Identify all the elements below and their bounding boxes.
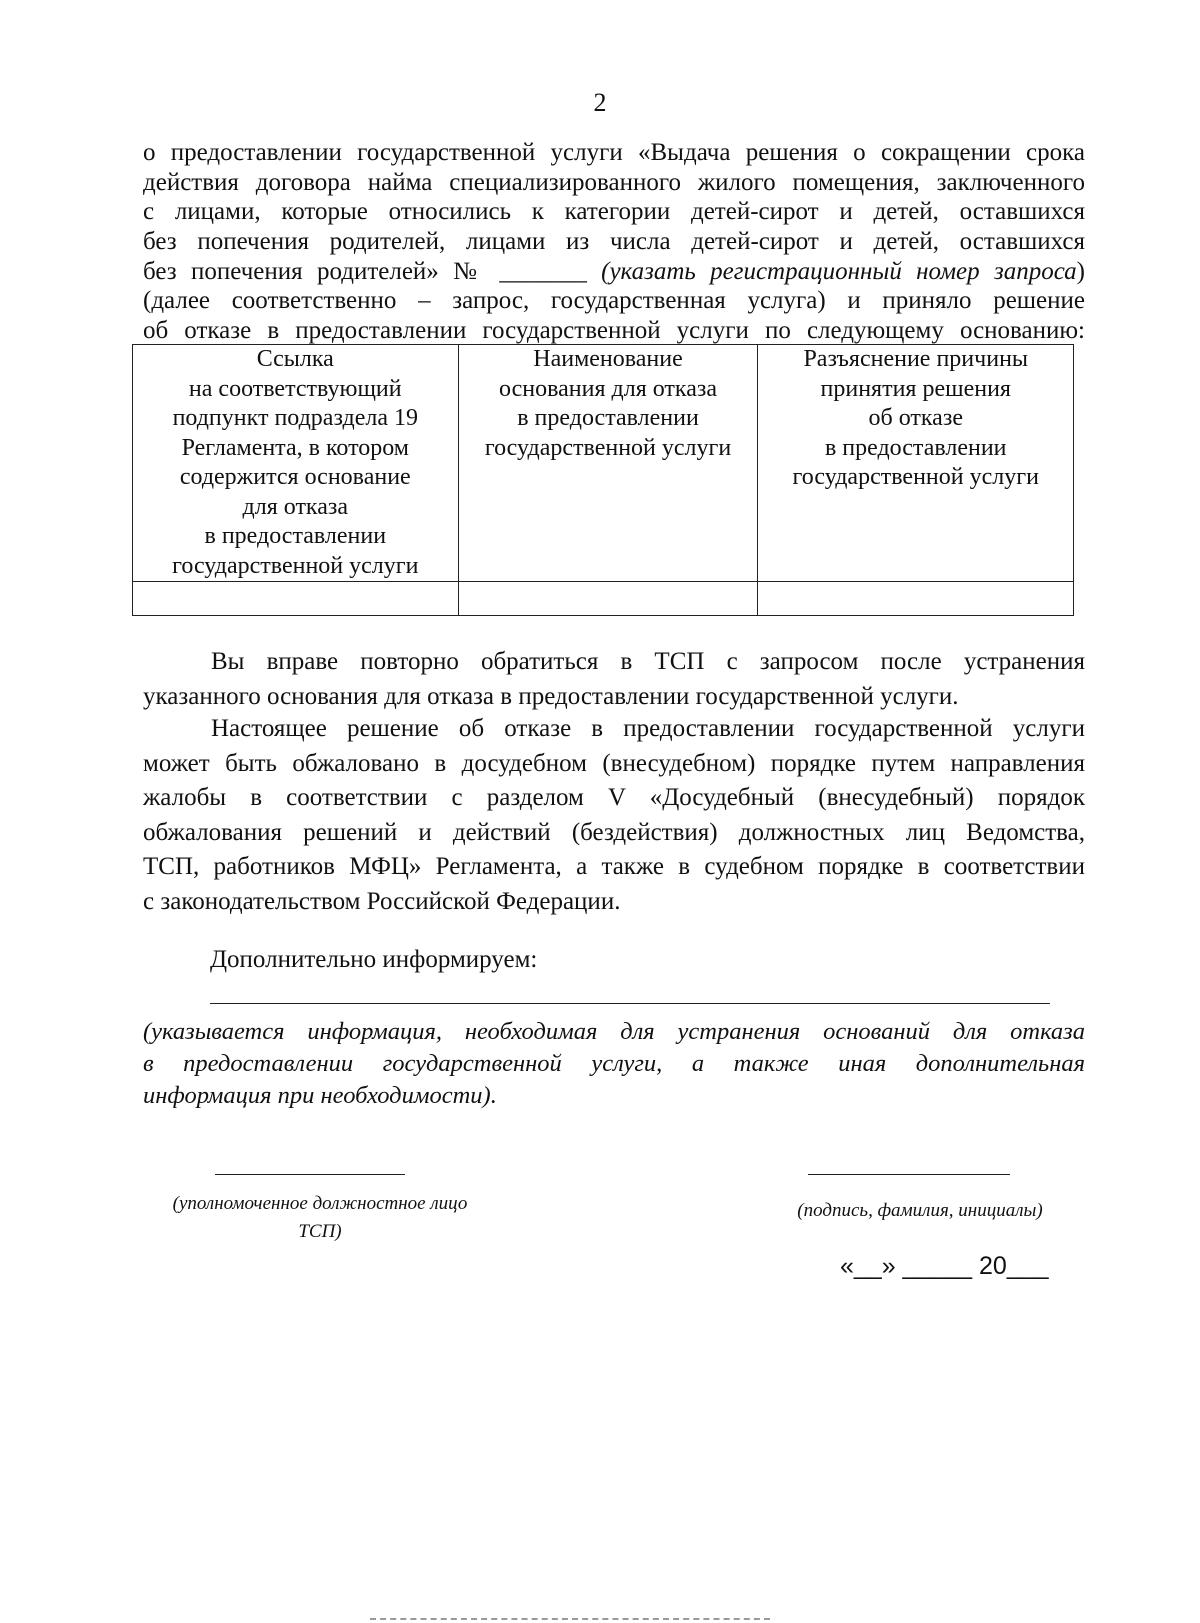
paragraph-line: обжалования решений и действий (бездействия) должностных лиц Ведомства, — [143, 818, 1085, 846]
paragraph-line: указанного основания для отказа в предоставлении государственной услуги. — [143, 682, 959, 710]
intro-line5-italic: (указать регистрационный номер запроса — [601, 257, 1077, 285]
instruction-note — [143, 1016, 1085, 1112]
paragraph-line: жалобы в соответствии с разделом V «Досудебный (внесудебный) порядок — [143, 784, 1085, 811]
intro-line: об отказе в предоставлении государственной услуги по следующему основанию: — [143, 317, 1085, 345]
header-text: государственной услуги — [484, 434, 732, 461]
note-line: (указывается информация, необходимая для устранения оснований для отказа — [143, 1018, 1085, 1045]
header-text: основания для отказа — [499, 375, 717, 402]
header-text: государственной услуги — [792, 464, 1039, 490]
table-row — [133, 582, 1074, 616]
intro-paragraph — [143, 138, 1085, 346]
header-text: в предоставлении — [824, 434, 1007, 461]
refusal-reasons-table — [132, 344, 1074, 616]
header-text: содержится основание — [179, 464, 411, 490]
intro-line-request-number — [143, 257, 1085, 287]
intro-line: о предоставлении государственной услуги «Выдача решения о сокращении срока — [143, 139, 1085, 166]
table-header-row — [133, 345, 1074, 582]
official-signature-line — [215, 1174, 405, 1175]
intro-line: (далее соответственно – запрос, государственная услуга) и приняло решение — [143, 287, 1085, 315]
header-explanation-cell — [758, 345, 1074, 582]
paragraph-line: Настоящее решение об отказе в предоставлении государственной услуги — [211, 715, 1085, 742]
header-text: для отказа — [242, 493, 349, 520]
intro-line: без попечения родителей, лицами из числа детей-сирот и детей, оставшихся — [143, 228, 1085, 256]
page-number: 2 — [593, 88, 607, 117]
additional-info-label: Дополнительно информируем: — [210, 946, 538, 973]
intro-line: с лицами, которые относились к категории детей-сирот и детей, оставшихся — [143, 198, 1085, 226]
note-line: в предоставлении государственной услуги, а также иная дополнительная — [143, 1050, 1085, 1077]
appeal-paragraph — [143, 712, 1085, 919]
header-text: об отказе — [868, 405, 963, 431]
header-text: подпункт подраздела 19 — [172, 405, 418, 431]
additional-info-fill-line — [210, 1003, 1050, 1004]
caption-text: ТСП) — [298, 1221, 342, 1242]
reapply-paragraph — [143, 645, 1085, 714]
header-text: Регламента, в котором — [181, 434, 409, 461]
date-field: «__» _____ 20___ — [840, 1252, 1049, 1280]
header-text: Ссылка — [256, 346, 334, 372]
empty-cell — [758, 582, 1074, 616]
paragraph-line: может быть обжаловано в досудебном (внесудебном) порядке путем направления — [143, 749, 1085, 777]
signature-caption: (подпись, фамилия, инициалы) — [797, 1200, 1043, 1221]
empty-cell — [458, 582, 758, 616]
note-line: информация при необходимости). — [143, 1082, 497, 1109]
intro-line5-suffix: ) — [1076, 257, 1085, 285]
header-reason-name-cell — [458, 345, 758, 582]
paragraph-line: ТСП, работников МФЦ» Регламента, а также в судебном порядке в соответствии — [143, 853, 1085, 880]
header-text: в предоставлении — [517, 405, 699, 431]
header-text: Наименование — [533, 346, 683, 372]
intro-line5-prefix: без попечения родителей» № _______ — [143, 257, 602, 285]
header-text: в предоставлении — [204, 523, 387, 549]
header-text: Разъяснение причины — [803, 346, 1029, 372]
signature-line — [808, 1174, 1010, 1175]
paragraph-line: Вы вправе повторно обратиться в ТСП с запросом после устранения — [211, 648, 1085, 675]
header-text: принятия решения — [820, 375, 1011, 402]
official-caption — [150, 1190, 490, 1246]
paragraph-line: с законодательством Российской Федерации. — [143, 887, 621, 915]
caption-text: (уполномоченное должностное лицо — [172, 1193, 468, 1214]
header-text: на соответствующий — [188, 375, 402, 402]
header-reference-cell — [133, 345, 459, 582]
header-text: государственной услуги — [172, 552, 419, 579]
empty-cell — [133, 582, 459, 616]
intro-line: действия договора найма специализированного жилого помещения, заключенного — [143, 168, 1085, 196]
